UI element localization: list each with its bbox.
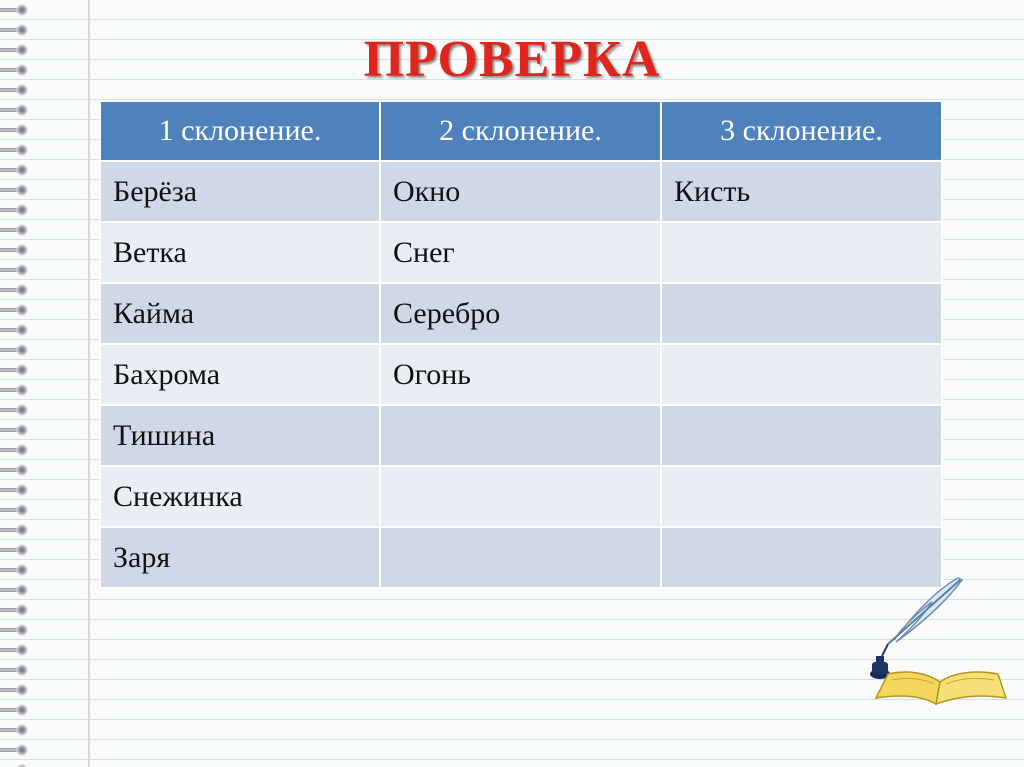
page-title: ПРОВЕРКА [363,31,661,88]
table-row [100,161,942,222]
quill-pen-icon [882,578,962,656]
table-cell [661,222,942,283]
quill-ink-book-decoration [866,570,1011,710]
notebook-margin-line [88,0,90,767]
table-cell [661,283,942,344]
header-declension-1: 1 склонение. [100,101,380,161]
table-cell: Серебро [380,283,661,344]
table-cell: Окно [380,161,661,222]
table-header-row [100,101,942,161]
table-cell [661,344,942,405]
header-declension-2: 2 склонение. [380,101,661,161]
table-cell: Снежинка [100,466,380,527]
table-cell: Ветка [100,222,380,283]
table-cell [380,405,661,466]
table-cell: Снег [380,222,661,283]
table-cell: Берёза [100,161,380,222]
declension-table [99,100,943,589]
table-row [100,466,942,527]
table-cell: Кайма [100,283,380,344]
table-row [100,222,942,283]
table-cell: Огонь [380,344,661,405]
table-cell: Тишина [100,405,380,466]
open-book-icon [876,672,1006,704]
table-row [100,405,942,466]
table-cell: Заря [100,527,380,588]
table-cell [661,466,942,527]
spiral-binding [0,0,44,767]
table-cell [380,527,661,588]
header-declension-3: 3 склонение. [661,101,942,161]
table-cell [380,466,661,527]
table-cell: Бахрома [100,344,380,405]
table-row [100,344,942,405]
table-cell [661,405,942,466]
table-row [100,283,942,344]
table-row [100,527,942,588]
table-cell: Кисть [661,161,942,222]
